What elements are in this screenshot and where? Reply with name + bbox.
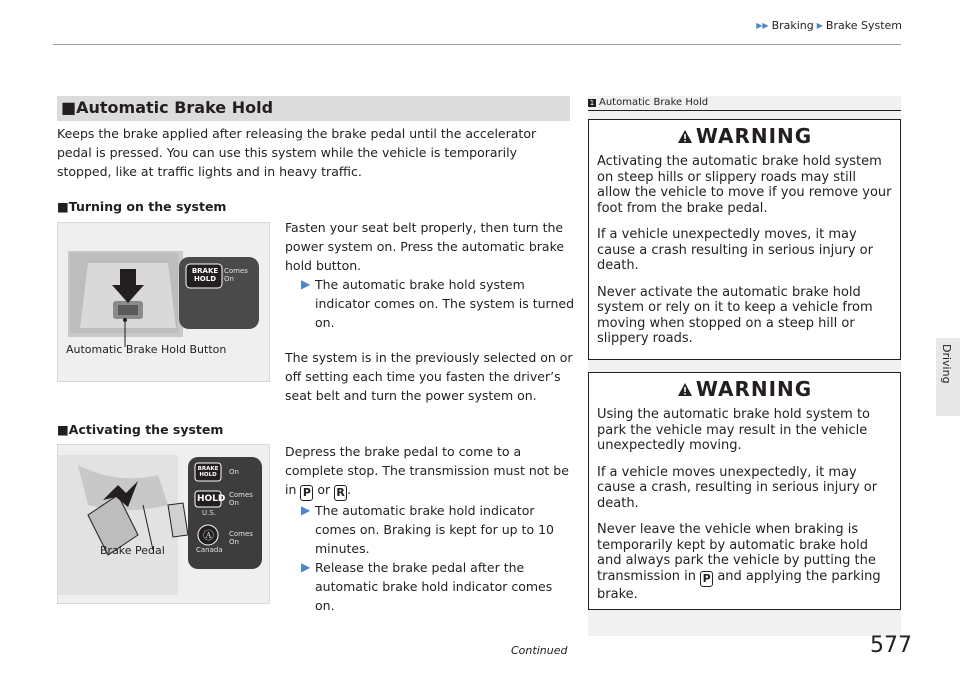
breadcrumb-brake-system[interactable]: Brake System	[825, 19, 902, 32]
note-marker-icon: 1	[589, 98, 595, 107]
turning-on-heading: ■Turning on the system	[57, 199, 227, 214]
warning-paragraph: Never activate the automatic brake hold system or rely on it to keep a vehicle from moving when stopped on a steep hill or slippery roads.	[597, 284, 873, 346]
brake-hold-button-illustration	[58, 223, 271, 383]
breadcrumb-braking[interactable]: Braking	[771, 19, 814, 32]
canada-region-label: Canada	[196, 546, 223, 554]
warning-paragraph: Using the automatic brake hold system to park the vehicle may result in the vehicle unexpectedly moving.	[597, 407, 870, 453]
result-bullet	[285, 558, 575, 615]
hold-indicator-text: HOLD	[197, 494, 226, 504]
warning-text: and applying the parking brake.	[597, 568, 881, 602]
turning-on-para: Fasten your seat belt properly, then turn the power system on. Press the automatic brake hold button.	[285, 220, 565, 273]
sidebar-title	[588, 97, 708, 108]
sentence-period: .	[347, 482, 352, 497]
continued-label: Continued	[511, 644, 568, 657]
warning-body	[589, 148, 900, 347]
figure-callout-label: Automatic Brake Hold Button	[66, 343, 227, 356]
warning-header	[589, 120, 900, 148]
section-title: ■Automatic Brake Hold	[57, 96, 570, 121]
warning-body	[589, 401, 900, 602]
result-bullet	[285, 501, 575, 558]
activating-heading: ■Activating the system	[57, 422, 224, 437]
canada-indicator-status: Comes On	[229, 530, 253, 546]
warning-paragraph: If a vehicle unexpectedly moves, it may cause a crash resulting in serious injury or death.	[597, 227, 873, 273]
indicator-on-text: On	[229, 468, 239, 476]
warning-text: Never leave the vehicle when braking is temporarily kept by automatic brake hold and always park the vehicle by putting the transmission in	[597, 522, 876, 584]
intro-paragraph: Keeps the brake applied after releasing the brake pedal until the accelerator pedal is pressed. You can use this system while the vehicle is temporarily stopped, like at traffic lights and in heavy traffic.	[57, 126, 537, 179]
chevron-right-icon: ▶	[816, 21, 823, 30]
hold-indicator-status: Comes On	[229, 491, 253, 507]
warning-label: WARNING	[695, 124, 813, 148]
result-bullet-text: The automatic brake hold system indicator comes on. The system is turned on.	[315, 277, 575, 330]
activating-para: Depress the brake pedal to come to a complete stop. The transmission must not be in	[285, 444, 569, 497]
result-bullet	[285, 275, 575, 332]
turning-on-note: The system is in the previously selected on or off setting each time you fasten the driver’s seat belt and turn the power system on.	[285, 350, 573, 403]
figure-callout-label: Brake Pedal	[100, 544, 165, 557]
park-key-icon: P	[700, 571, 713, 587]
activating-instructions	[285, 442, 575, 615]
arrow-right-icon: ▶	[301, 503, 311, 517]
warning-paragraph: Activating the automatic brake hold system on steep hills or slippery roads may still allow the vehicle to move if you remove your foot from the brake pedal.	[597, 154, 892, 216]
chapter-tab-driving[interactable]	[936, 338, 960, 416]
warning-triangle-icon	[677, 382, 693, 397]
or-text: or	[317, 482, 331, 497]
warning-paragraph: If a vehicle moves unexpectedly, it may cause a crash, resulting in serious injury or death.	[597, 464, 878, 511]
park-key-icon: P	[300, 485, 313, 501]
canada-hold-icon: Ⓐ	[203, 529, 214, 542]
warning-label: WARNING	[695, 377, 813, 401]
warning-paragraph	[597, 522, 892, 602]
page-number: 577	[870, 633, 912, 658]
warning-triangle-icon	[677, 129, 693, 144]
header-divider	[53, 44, 901, 45]
chevron-right-icon: ▶▶	[756, 21, 769, 30]
reverse-key-icon: R	[334, 485, 347, 501]
us-region-label: U.S.	[202, 509, 217, 517]
brake-hold-button-figure	[57, 222, 270, 382]
breadcrumb	[756, 19, 902, 32]
turning-on-instructions	[285, 218, 575, 332]
brake-pedal-illustration	[58, 445, 271, 605]
warning-box	[588, 119, 901, 360]
warning-header	[589, 373, 900, 401]
result-bullet-text: The automatic brake hold indicator comes on. Braking is kept for up to 10 minutes.	[315, 503, 554, 556]
result-bullet-text: Release the brake pedal after the automatic brake hold indicator comes on.	[315, 560, 553, 613]
arrow-right-icon: ▶	[301, 560, 311, 574]
warning-box	[588, 372, 901, 610]
chapter-tab-label: Driving	[940, 344, 953, 384]
sidebar-title-text: Automatic Brake Hold	[599, 97, 709, 108]
brake-hold-indicator-text: BRAKE HOLD	[191, 267, 219, 283]
brake-hold-indicator-text: BRAKE HOLD	[197, 466, 219, 478]
sidebar-divider	[588, 110, 901, 111]
brake-pedal-figure	[57, 444, 270, 604]
arrow-right-icon: ▶	[301, 277, 311, 291]
indicator-status-text: Comes On	[224, 267, 248, 283]
